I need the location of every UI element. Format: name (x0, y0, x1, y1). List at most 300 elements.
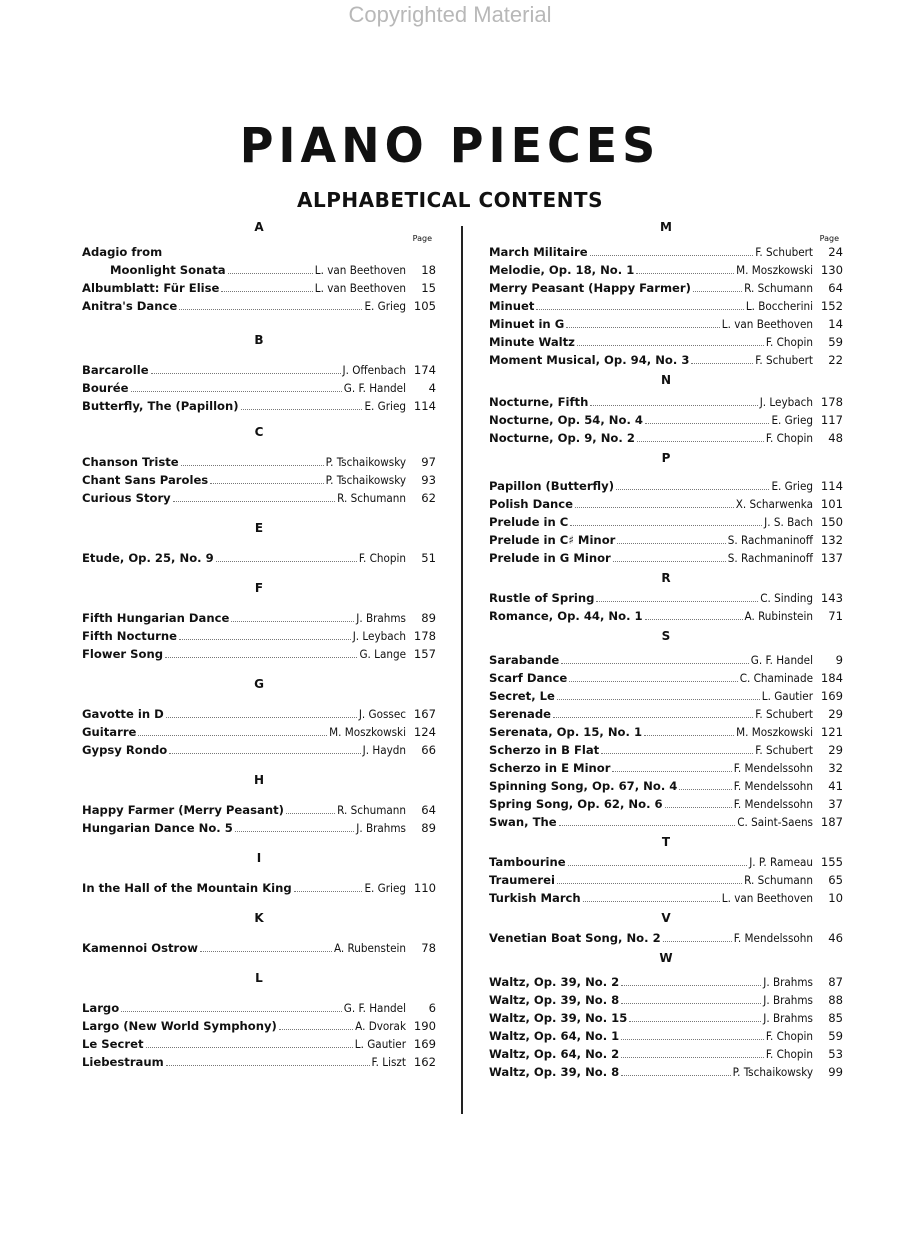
composer-name: P. Tschaikowsky (325, 455, 406, 469)
piece-title: Anitra's Dance (82, 299, 178, 313)
piece-title: Serenade (489, 707, 552, 721)
page-number: 169 (820, 689, 843, 703)
dot-leader (645, 423, 770, 424)
piece-title: Largo (82, 1001, 120, 1015)
contents-entry (489, 669, 843, 687)
dot-leader (200, 951, 332, 952)
piece-title: Adagio from (82, 245, 163, 259)
page-number: 190 (413, 1019, 436, 1033)
page-number: 78 (421, 941, 436, 955)
piece-title: Waltz, Op. 39, No. 15 (489, 1011, 628, 1025)
composer-name: C. Saint-Saens (737, 815, 813, 829)
section-letter: K (254, 911, 264, 925)
page-number: 59 (828, 1029, 843, 1043)
page-number: 99 (828, 1065, 843, 1079)
page-number: 137 (820, 551, 843, 565)
piece-title: Prelude in C♯ Minor (489, 533, 616, 547)
piece-title: Nocturne, Fifth (489, 395, 589, 409)
composer-name: C. Chaminade (739, 671, 813, 685)
page-number: 64 (828, 281, 843, 295)
piece-title: Traumerei (489, 873, 555, 887)
piece-title: Nocturne, Op. 54, No. 4 (489, 413, 643, 427)
page-number: 155 (820, 855, 843, 869)
piece-title: Flower Song (82, 647, 164, 661)
contents-entry (489, 607, 843, 625)
composer-name: M. Moszkowski (329, 725, 406, 739)
piece-title: Tambourine (489, 855, 566, 869)
contents-entry (82, 471, 436, 489)
page-number: 114 (820, 479, 843, 493)
page-number: 53 (828, 1047, 843, 1061)
section-letter: E (254, 521, 264, 535)
dot-leader (691, 363, 753, 364)
page-number: 184 (820, 671, 843, 685)
contents-entry (82, 297, 436, 315)
contents-entry (489, 991, 843, 1009)
section-letter: W (659, 951, 673, 965)
piece-title: Spring Song, Op. 62, No. 6 (489, 797, 663, 811)
composer-name: L. van Beethoven (721, 891, 813, 905)
section-letter: L (255, 971, 263, 985)
piece-title: Swan, The (489, 815, 557, 829)
page-number: 130 (820, 263, 843, 277)
section-letter: T (661, 835, 671, 849)
composer-name: L. Gautier (761, 689, 813, 703)
dot-leader (181, 465, 324, 466)
contents-entry (82, 939, 436, 957)
composer-name: J. Gossec (358, 707, 406, 721)
dot-leader (621, 1075, 730, 1076)
composer-name: C. Sinding (760, 591, 813, 605)
contents-entry (489, 243, 843, 261)
page-number: 97 (421, 455, 436, 469)
page-number: 93 (421, 473, 436, 487)
contents-entry (82, 261, 436, 279)
piece-title: Melodie, Op. 18, No. 1 (489, 263, 635, 277)
page-number: 121 (820, 725, 843, 739)
contents-entry (489, 351, 843, 369)
composer-name: L. Boccherini (745, 299, 813, 313)
dot-leader (566, 327, 720, 328)
page-number: 187 (820, 815, 843, 829)
page-number: 117 (820, 413, 843, 427)
piece-title: Etude, Op. 25, No. 9 (82, 551, 214, 565)
piece-title: Le Secret (82, 1037, 144, 1051)
section-letter: B (254, 333, 264, 347)
composer-name: F. Mendelssohn (733, 797, 813, 811)
piece-title: In the Hall of the Mountain King (82, 881, 292, 895)
piece-title: March Militaire (489, 245, 588, 259)
contents-entry (489, 813, 843, 831)
contents-entry (489, 929, 843, 947)
piece-title: Fifth Hungarian Dance (82, 611, 230, 625)
piece-title: Waltz, Op. 39, No. 8 (489, 1065, 620, 1079)
piece-title: Waltz, Op. 64, No. 2 (489, 1047, 620, 1061)
piece-title: Rustle of Spring (489, 591, 595, 605)
dot-leader (637, 441, 764, 442)
piece-title: Prelude in C (489, 515, 569, 529)
dot-leader (679, 789, 731, 790)
dot-leader (613, 561, 726, 562)
composer-name: J. P. Rameau (749, 855, 813, 869)
piece-title: Liebestraum (82, 1055, 164, 1069)
page-number: 89 (421, 611, 436, 625)
composer-name: E. Grieg (364, 399, 406, 413)
contents-entry (489, 889, 843, 907)
contents-entry (489, 723, 843, 741)
piece-title: Prelude in G Minor (489, 551, 611, 565)
contents-entry (489, 973, 843, 991)
dot-leader (179, 309, 362, 310)
dot-leader (173, 501, 335, 502)
contents-entry (82, 801, 436, 819)
piece-title: Chant Sans Paroles (82, 473, 209, 487)
page-number: 32 (828, 761, 843, 775)
page-number: 66 (421, 743, 436, 757)
page-number: 15 (421, 281, 436, 295)
dot-leader (146, 1047, 353, 1048)
dot-leader (221, 291, 312, 292)
dot-leader (617, 543, 725, 544)
piece-title: Papillon (Butterfly) (489, 479, 614, 493)
dot-leader (165, 657, 357, 658)
dot-leader (629, 1021, 761, 1022)
dot-leader (294, 891, 363, 892)
composer-name: F. Chopin (765, 431, 813, 445)
composer-name: R. Schumann (337, 491, 406, 505)
left-column (82, 220, 436, 1071)
piece-title: Kamennoi Ostrow (82, 941, 198, 955)
composer-name: E. Grieg (771, 413, 813, 427)
dot-leader (569, 681, 737, 682)
contents-entry (489, 589, 843, 607)
contents-entry (82, 627, 436, 645)
piece-title: Barcarolle (82, 363, 149, 377)
composer-name: M. Moszkowski (736, 263, 813, 277)
page-subtitle: ALPHABETICAL CONTENTS (297, 188, 603, 212)
composer-name: F. Chopin (765, 335, 813, 349)
page-number: 46 (828, 931, 843, 945)
contents-entry (82, 705, 436, 723)
composer-name: S. Rachmaninoff (727, 533, 813, 547)
composer-name: J. S. Bach (764, 515, 813, 529)
dot-leader (645, 619, 743, 620)
piece-title: Curious Story (82, 491, 171, 505)
dot-leader (693, 291, 742, 292)
page-number: 85 (828, 1011, 843, 1025)
page-number: 88 (828, 993, 843, 1007)
composer-name: G. Lange (359, 647, 406, 661)
section-letter: I (256, 851, 262, 865)
dot-leader (553, 717, 753, 718)
contents-entry (489, 687, 843, 705)
page-number: 22 (828, 353, 843, 367)
contents-entry (82, 453, 436, 471)
composer-name: A. Dvorak (355, 1019, 406, 1033)
section-letter: S (661, 629, 671, 643)
page-column-header: Page (819, 234, 839, 243)
composer-name: S. Rachmaninoff (727, 551, 813, 565)
piece-title: Gavotte in D (82, 707, 164, 721)
contents-entry (82, 609, 436, 627)
composer-name: F. Schubert (755, 707, 813, 721)
page-number: 65 (828, 873, 843, 887)
piece-title: Sarabande (489, 653, 560, 667)
dot-leader (575, 507, 734, 508)
contents-entry (489, 705, 843, 723)
section-letter: V (661, 911, 671, 925)
piece-title: Scherzo in E Minor (489, 761, 611, 775)
composer-name: F. Liszt (371, 1055, 406, 1069)
page-number: 101 (820, 497, 843, 511)
dot-leader (121, 1011, 342, 1012)
dot-leader (131, 391, 342, 392)
contents-entry (82, 397, 436, 415)
page-number: 41 (828, 779, 843, 793)
piece-title: Serenata, Op. 15, No. 1 (489, 725, 643, 739)
contents-entry (82, 723, 436, 741)
contents-entry (489, 871, 843, 889)
contents-entry (489, 531, 843, 549)
dot-leader (621, 1003, 761, 1004)
dot-leader (612, 771, 731, 772)
piece-title: Minuet (489, 299, 535, 313)
contents-entry (489, 853, 843, 871)
contents-entry (489, 651, 843, 669)
contents-entry (82, 879, 436, 897)
page-number: 169 (413, 1037, 436, 1051)
piece-title: Bourée (82, 381, 129, 395)
composer-name: J. Brahms (763, 975, 813, 989)
dot-leader (557, 699, 760, 700)
contents-entry (489, 393, 843, 411)
contents-entry (82, 379, 436, 397)
dot-leader (557, 883, 742, 884)
piece-title: Turkish March (489, 891, 581, 905)
page-number: 143 (820, 591, 843, 605)
piece-title: Minute Waltz (489, 335, 575, 349)
section-letter: G (254, 677, 264, 691)
contents-entry (82, 1053, 436, 1071)
composer-name: F. Schubert (755, 353, 813, 367)
contents-entry (82, 1035, 436, 1053)
page-number: 10 (828, 891, 843, 905)
contents-entry (82, 819, 436, 837)
composer-name: J. Leybach (759, 395, 813, 409)
composer-name: J. Haydn (362, 743, 406, 757)
dot-leader (231, 621, 354, 622)
piece-title: Guitarre (82, 725, 137, 739)
dot-leader (169, 753, 360, 754)
page-number: 18 (421, 263, 436, 277)
piece-title: Albumblatt: Für Elise (82, 281, 220, 295)
page-number: 178 (413, 629, 436, 643)
contents-entry (489, 1009, 843, 1027)
composer-name: F. Mendelssohn (733, 779, 813, 793)
dot-leader (179, 639, 351, 640)
contents-entry (489, 333, 843, 351)
page-number: 37 (828, 797, 843, 811)
page-number: 87 (828, 975, 843, 989)
composer-name: F. Schubert (755, 743, 813, 757)
contents-entry (82, 1017, 436, 1035)
dot-leader (228, 273, 313, 274)
dot-leader (596, 601, 758, 602)
contents-entry (82, 279, 436, 297)
piece-title: Spinning Song, Op. 67, No. 4 (489, 779, 678, 793)
page-number: 71 (828, 609, 843, 623)
page-number: 64 (421, 803, 436, 817)
contents-entry (489, 549, 843, 567)
contents-entry (82, 741, 436, 759)
piece-title: Scherzo in B Flat (489, 743, 600, 757)
piece-title: Nocturne, Op. 9, No. 2 (489, 431, 635, 445)
piece-title: Waltz, Op. 39, No. 2 (489, 975, 620, 989)
piece-title: Fifth Nocturne (82, 629, 177, 643)
page-number: 9 (835, 653, 843, 667)
composer-name: J. Brahms (763, 993, 813, 1007)
composer-name: J. Brahms (356, 611, 406, 625)
page-number: 51 (421, 551, 436, 565)
section-letter: R (661, 571, 671, 585)
dot-leader (636, 273, 734, 274)
page-title: PIANO PIECES (239, 116, 661, 174)
column-divider (461, 226, 463, 1114)
section-letter: C (254, 425, 264, 439)
piece-title: Largo (New World Symphony) (82, 1019, 277, 1033)
composer-name: P. Tschaikowsky (325, 473, 406, 487)
page-number: 167 (413, 707, 436, 721)
page-number: 110 (413, 881, 436, 895)
piece-title: Minuet in G (489, 317, 565, 331)
composer-name: J. Leybach (352, 629, 406, 643)
section-letter: M (660, 220, 672, 234)
dot-leader (561, 663, 748, 664)
dot-leader (644, 735, 734, 736)
dot-leader (235, 831, 354, 832)
dot-leader (590, 255, 754, 256)
dot-leader (616, 489, 769, 490)
dot-leader (663, 941, 732, 942)
piece-title: Butterfly, The (Papillon) (82, 399, 239, 413)
contents-entry (489, 795, 843, 813)
contents-entry (489, 513, 843, 531)
dot-leader (583, 901, 720, 902)
contents-entry (489, 279, 843, 297)
contents-entry (489, 741, 843, 759)
dot-leader (559, 825, 736, 826)
piece-title: Gypsy Rondo (82, 743, 168, 757)
dot-leader (286, 813, 335, 814)
composer-name: F. Chopin (765, 1047, 813, 1061)
dot-leader (151, 373, 341, 374)
composer-name: J. Offenbach (342, 363, 406, 377)
dot-leader (138, 735, 327, 736)
composer-name: F. Mendelssohn (733, 931, 813, 945)
page-number: 29 (828, 707, 843, 721)
contents-entry (489, 1063, 843, 1081)
contents-entry (489, 477, 843, 495)
composer-name: L. van Beethoven (721, 317, 813, 331)
dot-leader (590, 405, 757, 406)
composer-name: A. Rubinstein (744, 609, 813, 623)
page-number: 114 (413, 399, 436, 413)
dot-leader (570, 525, 762, 526)
composer-name: R. Schumann (744, 281, 813, 295)
page-number: 4 (428, 381, 436, 395)
composer-name: G. F. Handel (343, 1001, 406, 1015)
contents-entry (82, 549, 436, 567)
piece-title: Polish Dance (489, 497, 574, 511)
piece-title: Romance, Op. 44, No. 1 (489, 609, 643, 623)
contents-entry (82, 999, 436, 1017)
page-number: 150 (820, 515, 843, 529)
page-number: 6 (428, 1001, 436, 1015)
composer-name: A. Rubenstein (334, 941, 406, 955)
dot-leader (621, 1057, 764, 1058)
composer-name: L. van Beethoven (314, 263, 406, 277)
composer-name: R. Schumann (744, 873, 813, 887)
composer-name: G. F. Handel (343, 381, 406, 395)
dot-leader (279, 1029, 353, 1030)
page-number: 152 (820, 299, 843, 313)
composer-name: M. Moszkowski (736, 725, 813, 739)
page-column-header: Page (412, 234, 432, 243)
page-number: 178 (820, 395, 843, 409)
page-number: 174 (413, 363, 436, 377)
section-letter: P (661, 451, 671, 465)
page-number: 157 (413, 647, 436, 661)
composer-name: F. Schubert (755, 245, 813, 259)
composer-name: R. Schumann (337, 803, 406, 817)
contents-entry (489, 297, 843, 315)
dot-leader (166, 717, 357, 718)
contents-entry (489, 429, 843, 447)
dot-leader (621, 985, 761, 986)
piece-title: Scarf Dance (489, 671, 568, 685)
composer-name: X. Scharwenka (735, 497, 813, 511)
dot-leader (621, 1039, 764, 1040)
piece-title: Chanson Triste (82, 455, 179, 469)
composer-name: J. Brahms (763, 1011, 813, 1025)
section-letter: A (254, 220, 264, 234)
composer-name: L. Gautier (354, 1037, 406, 1051)
dot-leader (568, 865, 748, 866)
dot-leader (166, 1065, 370, 1066)
page-number: 24 (828, 245, 843, 259)
piece-title: Secret, Le (489, 689, 555, 703)
contents-entry (489, 315, 843, 333)
piece-title: Moment Musical, Op. 94, No. 3 (489, 353, 690, 367)
dot-leader (665, 807, 732, 808)
contents-entry (489, 1027, 843, 1045)
contents-entry (489, 261, 843, 279)
composer-name: J. Brahms (356, 821, 406, 835)
section-letter: F (254, 581, 264, 595)
page-number: 124 (413, 725, 436, 739)
section-letter: H (253, 773, 265, 787)
composer-name: E. Grieg (364, 299, 406, 313)
page-number: 48 (828, 431, 843, 445)
piece-title: Moonlight Sonata (110, 263, 226, 277)
contents-entry (82, 489, 436, 507)
dot-leader (601, 753, 753, 754)
piece-title: Happy Farmer (Merry Peasant) (82, 803, 284, 817)
contents-entry (489, 1045, 843, 1063)
contents-entry (82, 243, 436, 261)
page-number: 132 (820, 533, 843, 547)
piece-title: Waltz, Op. 39, No. 8 (489, 993, 620, 1007)
